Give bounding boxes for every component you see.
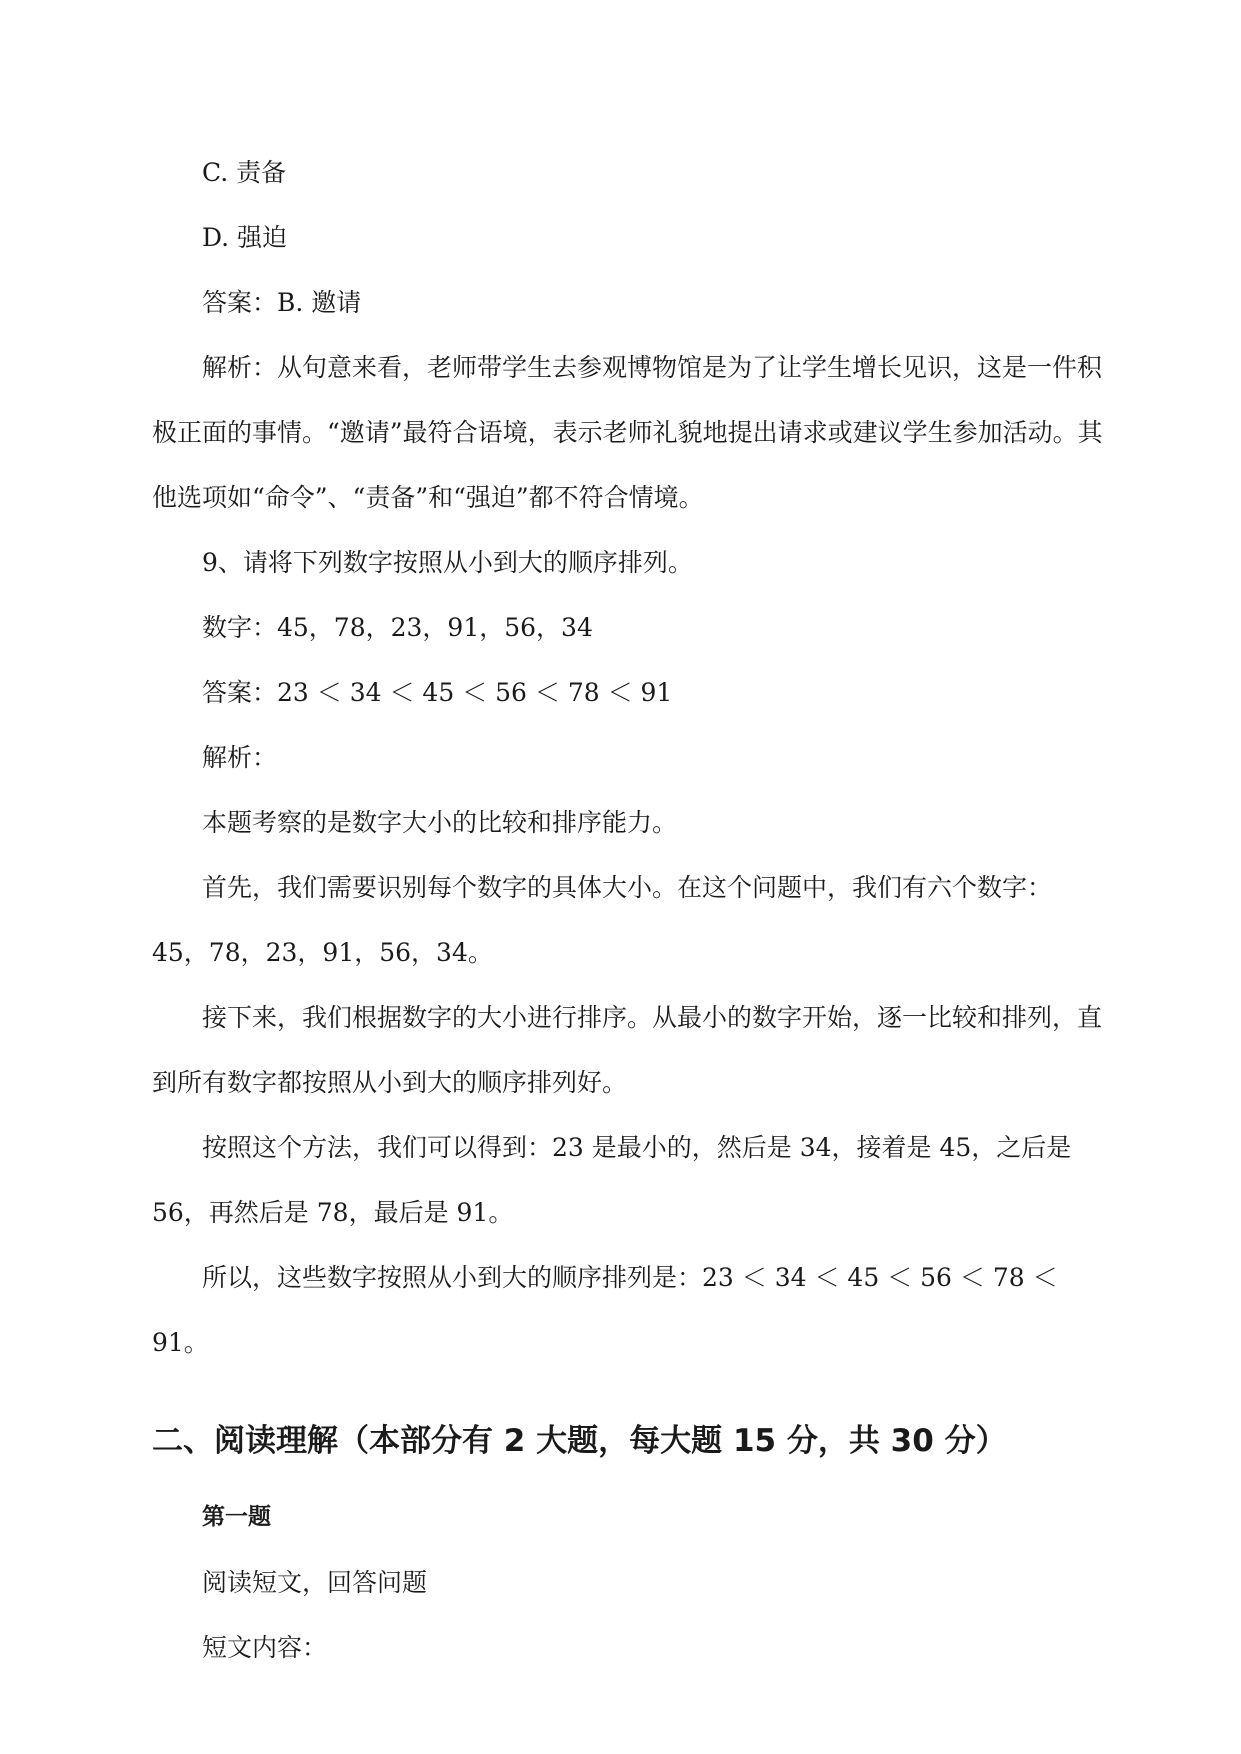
passage-label: 短文内容： [202, 1633, 328, 1662]
option-c: C. 责备 [202, 158, 287, 187]
explanation-9-label: 解析： [202, 743, 278, 772]
answer-8: 答案：B. 邀请 [202, 288, 362, 317]
explanation-9-line-1: 本题考察的是数字大小的比较和排序能力。 [202, 808, 678, 837]
reading-instruction: 阅读短文，回答问题 [202, 1568, 428, 1597]
explanation-9-line-5: 所以，这些数字按照从小到大的顺序排列是：23 ＜ 34 ＜ 45 ＜ 56 ＜ 78 ＜ 91。 [152, 1263, 1058, 1357]
subheading-first-question: 第一题 [202, 1504, 271, 1530]
option-d: D. 强迫 [202, 223, 288, 252]
answer-9: 答案：23 ＜ 34 ＜ 45 ＜ 56 ＜ 78 ＜ 91 [202, 678, 673, 707]
explanation-8: 解析：从句意来看，老师带学生去参观博物馆是为了让学生增长见识，这是一件积极正面的事情。“邀请”最符合语境，表示老师礼貌地提出请求或建议学生参加活动。其他选项如“命令”、“责备”和“强迫”都不符合情境。 [152, 353, 1103, 512]
explanation-9-line-4: 按照这个方法，我们可以得到：23 是最小的，然后是 34，接着是 45，之后是 56，再然后是 78，最后是 91。 [152, 1133, 1072, 1227]
question-9-numbers: 数字：45，78，23，91，56，34 [202, 613, 593, 642]
section-heading: 二、阅读理解（本部分有 2 大题，每大题 15 分，共 30 分） [152, 1423, 1007, 1459]
explanation-9-line-2: 首先，我们需要识别每个数字的具体大小。在这个问题中，我们有六个数字：45，78，23，91，56，34。 [152, 873, 1053, 967]
document-body [152, 140, 1104, 1680]
explanation-9-line-3: 接下来，我们根据数字的大小进行排序。从最小的数字开始，逐一比较和排列，直到所有数字都按照从小到大的顺序排列好。 [152, 1003, 1103, 1097]
question-9: 9、请将下列数字按照从小到大的顺序排列。 [202, 548, 693, 577]
